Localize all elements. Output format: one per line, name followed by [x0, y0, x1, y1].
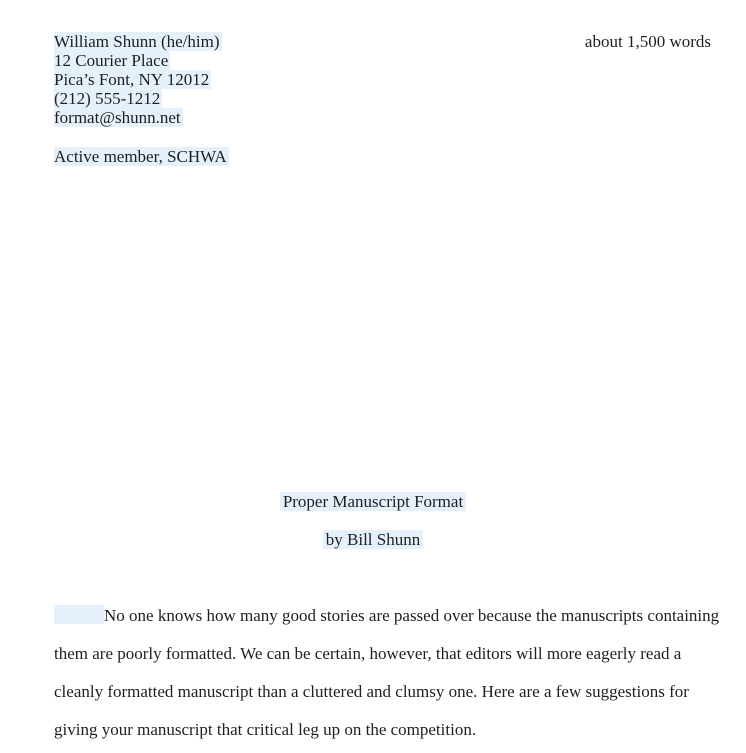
byline: by Bill Shunn — [323, 530, 423, 549]
paragraph-indent — [54, 605, 104, 624]
contact-block — [54, 32, 222, 127]
title-line — [0, 492, 746, 512]
byline-line — [0, 530, 746, 550]
email-address: format@shunn.net — [54, 108, 181, 127]
author-name: William Shunn (he/him) — [54, 32, 220, 51]
word-count: about 1,500 words — [584, 32, 711, 51]
phone-number: (212) 555-1212 — [54, 89, 161, 108]
membership-line — [54, 147, 229, 166]
paragraph-text: No one knows how many good stories are passed over because the manuscripts containing them are poorly formatted. We can be certain, however, that editors will more eagerly read a cleanly formatted manuscript than a cluttered and clumsy one. Here are a few suggestions for giving your manuscript that critical leg up on the competition. — [54, 606, 720, 739]
address-line-2: Pica’s Font, NY 12012 — [54, 70, 210, 89]
story-title: Proper Manuscript Format — [280, 492, 466, 511]
membership-text: Active member, SCHWA — [54, 147, 227, 166]
body-paragraph — [54, 597, 724, 749]
address-line-1: 12 Courier Place — [54, 51, 169, 70]
